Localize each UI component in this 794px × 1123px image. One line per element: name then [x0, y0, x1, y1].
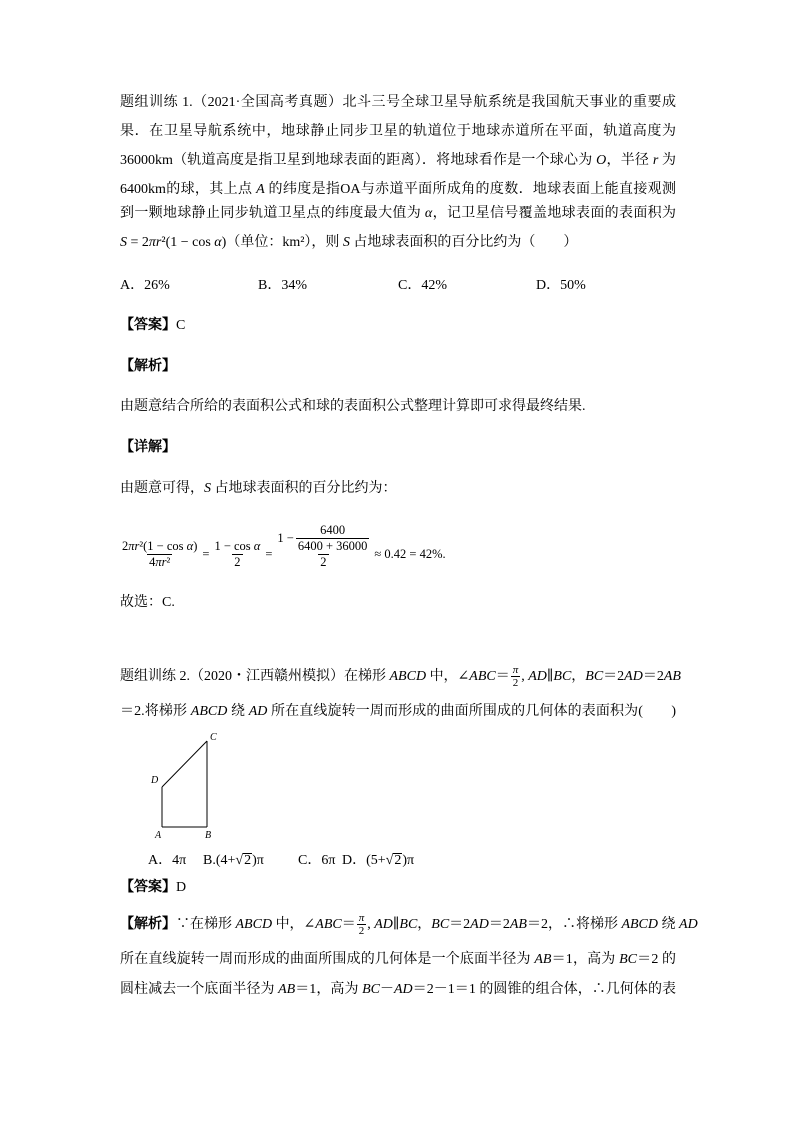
- math-variable: ABCD: [621, 917, 659, 932]
- q1-option-c: C．42%: [398, 278, 447, 293]
- text-run: 题组训练 2.（2020・江西赣州模拟）在梯形: [120, 669, 390, 684]
- vertex-label-b: B: [205, 830, 212, 841]
- fraction-numerator: [212, 539, 262, 554]
- inline-fraction: [357, 912, 367, 937]
- text-run: ＝1，高为: [551, 952, 620, 967]
- q2-option-b: [203, 851, 264, 871]
- text-run: ＝2 的: [637, 952, 677, 967]
- formula-fraction-2: [212, 539, 262, 570]
- text-run: ＝2: [603, 669, 625, 684]
- text-run: 占地球表面积的百分比约为（ ）: [349, 235, 578, 250]
- text-run: ∥: [546, 669, 554, 684]
- text-run: ，: [571, 669, 586, 684]
- q1-stem-line-6: [120, 233, 676, 253]
- math-variable: πr: [148, 235, 162, 250]
- text-run: 为: [658, 153, 677, 168]
- math-variable: ABC: [469, 669, 496, 684]
- text-run: )π: [402, 853, 415, 868]
- text-run: ，: [417, 917, 432, 932]
- q2-stem-line-1: [120, 664, 681, 690]
- text-run: ，记卫星信号覆盖地球表面的表面积为: [432, 206, 677, 221]
- math-variable: AD: [624, 669, 643, 684]
- q1-detail-label: 【详解】: [120, 440, 176, 455]
- q2-option-a: [148, 851, 186, 871]
- formula-fraction-1: [120, 539, 199, 570]
- vertex-label-c: C: [210, 732, 217, 743]
- math-variable: S: [204, 481, 211, 496]
- math-variable: BC: [553, 669, 572, 684]
- text-run: B.(4+: [203, 853, 236, 868]
- text-run: 所在直线旋转一周而形成的曲面所围成的几何体是一个底面半径为: [120, 952, 535, 967]
- text-run: ＝2，∴将梯形: [526, 917, 622, 932]
- math-variable: α: [253, 539, 261, 553]
- text-run: ＝2: [449, 917, 471, 932]
- fraction-numerator: π: [358, 912, 365, 925]
- fraction-denominator: 2: [358, 925, 365, 938]
- formula-fraction-3: [275, 523, 371, 570]
- radicand: 2: [244, 853, 252, 868]
- q2-analysis-line-2: [120, 950, 676, 970]
- fraction-denominator: 2: [234, 555, 241, 569]
- equals-sign: =: [265, 547, 273, 561]
- math-variable: ABCD: [190, 704, 228, 719]
- compound-numerator: [275, 523, 371, 554]
- numerator-lead: 1 −: [277, 531, 294, 545]
- math-variable: πr: [155, 555, 167, 569]
- math-variable: α: [214, 235, 222, 250]
- q1-stem-line-4: [120, 180, 676, 200]
- text-run: C: [176, 318, 186, 333]
- math-variable: AD: [470, 917, 489, 932]
- math-variable: BC: [585, 669, 604, 684]
- radicand: 2: [394, 853, 402, 868]
- equals-sign: =: [202, 547, 210, 561]
- q1-stem-line-5: [120, 204, 676, 224]
- nested-fraction: [296, 523, 370, 554]
- section-label: 【答案】: [120, 318, 176, 333]
- vertex-label-d: D: [151, 775, 159, 786]
- text-run: ∥: [392, 917, 400, 932]
- text-run: ＝2.将梯形: [120, 704, 191, 719]
- text-run: 4: [149, 555, 156, 569]
- text-run: ): [193, 539, 198, 553]
- math-variable: AB: [509, 917, 527, 932]
- q1-formula: [120, 522, 446, 570]
- q1-stem-line-1: [120, 93, 676, 113]
- text-run: ，半径: [606, 153, 653, 168]
- text-run: 中，∠: [426, 669, 470, 684]
- text-run: 圆柱减去一个底面半径为: [120, 982, 279, 997]
- text-run: ,: [521, 669, 529, 684]
- q1-option-a: A．26%: [120, 278, 170, 293]
- text-run: ²(1 − cos: [161, 235, 215, 250]
- math-variable: ABCD: [235, 917, 273, 932]
- vertex-label-a: A: [155, 830, 162, 841]
- q1-stem-line-3: [120, 151, 676, 171]
- text-run: ∵在梯形: [176, 917, 236, 932]
- q2-answer: [120, 878, 676, 898]
- text-run: 绕: [227, 704, 249, 719]
- text-run: ＝2: [488, 917, 510, 932]
- math-variable: AD: [679, 917, 698, 932]
- text-run: 果．在卫星导航系统中，地球静止同步卫星的轨道位于地球赤道所在平面，轨道高度为: [120, 124, 676, 139]
- math-variable: O: [596, 153, 607, 168]
- text-run: √: [235, 853, 244, 868]
- math-variable: α: [186, 539, 194, 553]
- text-run: ＝2: [642, 669, 664, 684]
- math-variable: BC: [362, 982, 380, 997]
- text-run: ＝1，高为: [295, 982, 363, 997]
- text-run: 6400km的球，其上点: [120, 182, 257, 197]
- text-run: ＝: [341, 917, 356, 932]
- formula-result: ≈ 0.42 = 42%.: [374, 547, 446, 561]
- fraction-denominator: 6400 + 36000: [297, 539, 368, 553]
- q1-conclusion: 故选：C.: [120, 595, 175, 610]
- text-run: D．(5+: [342, 853, 386, 868]
- q1-detail-text: [120, 479, 676, 499]
- text-run: 到一颗地球静止同步轨道卫星点的纬度最大值为: [120, 206, 425, 221]
- text-run: 中，∠: [272, 917, 316, 932]
- math-variable: r: [652, 153, 659, 168]
- text-run: = 2: [127, 235, 149, 250]
- math-variable: AD: [374, 917, 393, 932]
- text-run: ＝: [495, 669, 510, 684]
- q2-analysis-line-1: [120, 912, 698, 938]
- math-variable: AB: [663, 669, 681, 684]
- text-run: C．6π: [298, 853, 336, 868]
- q2-stem-line-2: [120, 702, 676, 722]
- math-variable: AD: [248, 704, 268, 719]
- text-run: 1 − cos: [214, 539, 254, 553]
- text-run: 2: [122, 539, 129, 553]
- fraction-denominator: [147, 554, 172, 570]
- text-run: √: [385, 853, 394, 868]
- math-variable: AB: [278, 982, 296, 997]
- text-run: ²(1 − cos: [139, 539, 187, 553]
- math-variable: S: [120, 235, 127, 250]
- q2-option-c: [298, 851, 335, 871]
- q1-stem-line-2: [120, 122, 676, 142]
- math-variable: α: [424, 206, 433, 221]
- text-run: ²: [166, 555, 171, 569]
- q2-analysis-line-3: [120, 980, 676, 1000]
- math-variable: ABC: [315, 917, 342, 932]
- math-variable: AD: [393, 982, 413, 997]
- fraction-numerator: π: [512, 664, 519, 677]
- trapezoid-figure: [140, 728, 230, 843]
- fraction-numerator: 6400: [320, 523, 346, 537]
- q1-answer: [120, 316, 676, 336]
- edge-cd: [162, 741, 207, 787]
- q1-option-d: D．50%: [536, 278, 586, 293]
- text-run: 36000km（轨道高度是指卫星到地球表面的距离）．将地球看作是一个球心为: [120, 153, 597, 168]
- text-run: D: [176, 880, 187, 895]
- section-label: 【解析】: [120, 917, 176, 932]
- math-variable: ABCD: [389, 669, 427, 684]
- text-run: 占地球表面积的百分比约为：: [211, 481, 397, 496]
- section-label: 【答案】: [120, 880, 176, 895]
- q1-analysis-label: 【解析】: [120, 359, 176, 374]
- q2-option-d: [342, 851, 414, 871]
- math-variable: S: [342, 235, 350, 250]
- math-variable: BC: [619, 952, 638, 967]
- text-run: )π: [252, 853, 264, 868]
- text-run: 由题意可得，: [120, 481, 204, 496]
- math-variable: BC: [399, 917, 418, 932]
- text-run: 的纬度是指OA与赤道平面所成角的度数．地球表面上能直接观测: [264, 182, 676, 197]
- text-run: A．4π: [148, 853, 187, 868]
- math-variable: AB: [534, 952, 552, 967]
- text-run: －: [379, 982, 394, 997]
- fraction-numerator: [120, 539, 199, 554]
- text-run: 所在直线旋转一周而形成的曲面所围成的几何体的表面积为( ): [267, 704, 677, 719]
- math-variable: BC: [431, 917, 450, 932]
- text-run: ,: [367, 917, 375, 932]
- math-variable: A: [256, 182, 265, 197]
- text-run: ＝2－1＝1 的圆锥的组合体，∴几何体的表: [412, 982, 677, 997]
- math-variable: AD: [528, 669, 547, 684]
- q1-analysis-text: 由题意结合所给的表面积公式和球的表面积公式整理计算即可求得最终结果.: [120, 399, 586, 414]
- fraction-denominator: 2: [320, 555, 327, 569]
- text-run: 题组训练 1.（2021·全国高考真题）北斗三号全球卫星导航系统是我国航天事业的重要成: [120, 95, 676, 110]
- text-run: 绕: [658, 917, 680, 932]
- inline-fraction: [511, 664, 521, 689]
- text-run: )（单位：km²），则: [221, 235, 343, 250]
- fraction-denominator: 2: [512, 677, 519, 690]
- q1-option-b: B．34%: [258, 278, 307, 293]
- math-variable: πr: [128, 539, 140, 553]
